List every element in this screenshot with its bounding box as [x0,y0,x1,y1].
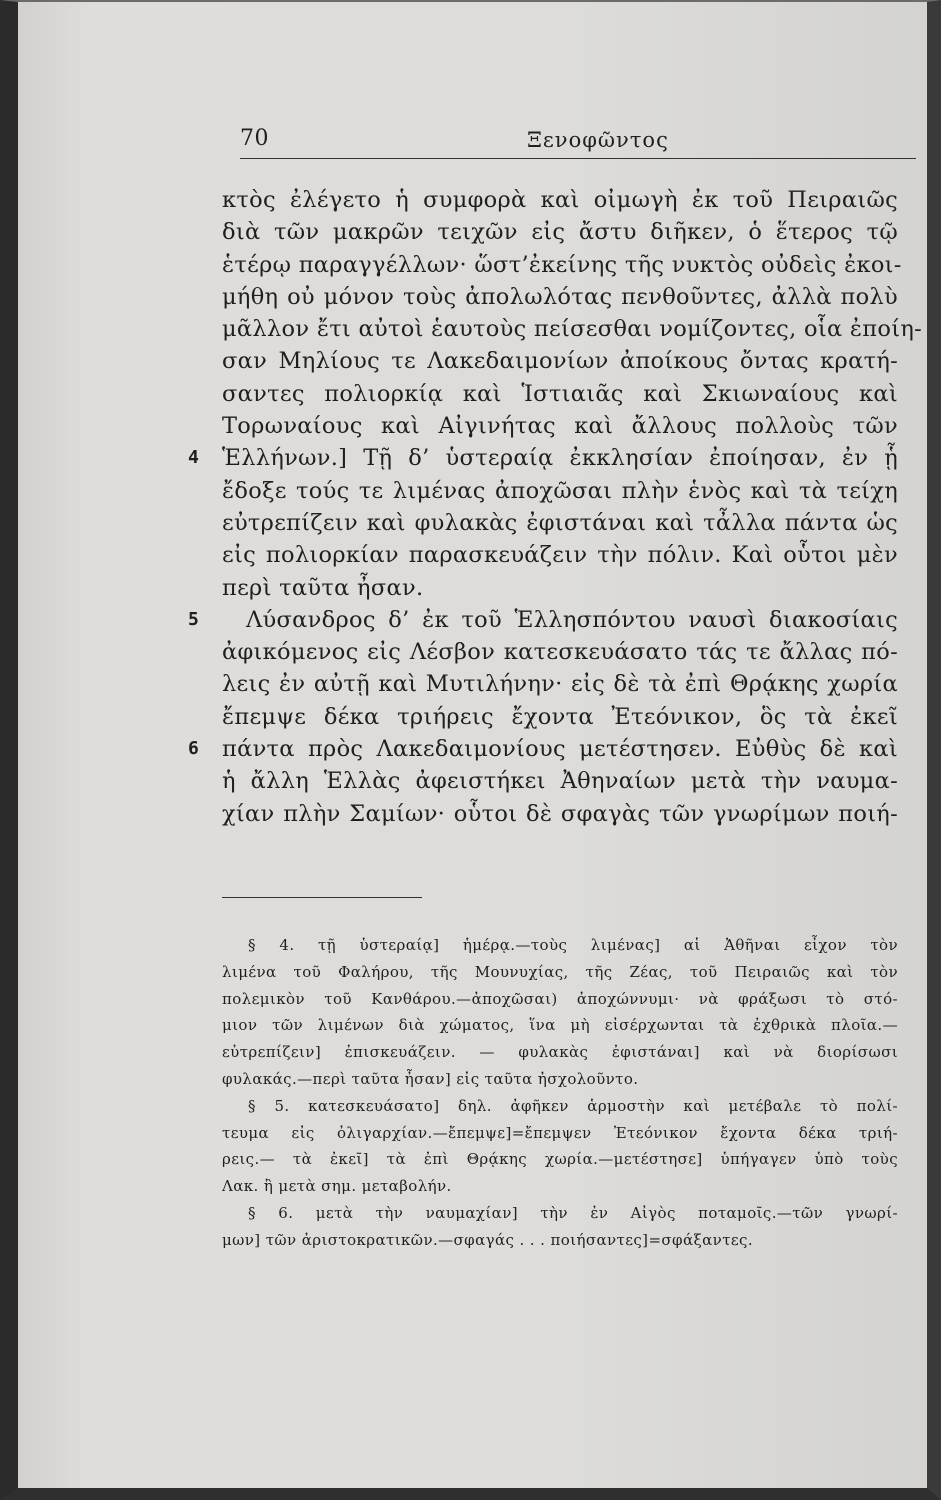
line-text: μήθη οὐ μόνον τοὺς ἀπολωλότας πενθοῦντες, ἀλλὰ πολὺ [222,283,898,310]
line-text: κτὸς ἐλέγετο ἡ συμφορὰ καὶ οἰμωγὴ ἐκ τοῦ Πειραιῶς [222,187,898,213]
page-number: 70 [240,126,269,151]
text-line [222,281,898,313]
line-text: μᾶλλον ἔτι αὐτοὶ ἑαυτοὺς πείσεσθαι νομίζοντες, οἷα ἐποίη- [222,316,922,343]
text-line [222,636,898,668]
line-text: σαντες πολιορκίᾳ καὶ Ἱστιαιᾶς καὶ Σκιωναίους καὶ [222,380,898,407]
text-line [222,249,902,281]
footnote-line: § 6. μετὰ τὴν ναυμαχίαν] τὴν ἐν Αἰγὸς ποταμοῖς.—τῶν γνωρί- [248,1203,898,1222]
section-number: 6 [188,738,200,760]
line-text: εἰς πολιορκίαν παρασκευάζειν τὴν πόλιν. Καὶ οὗτοι μὲν [222,542,898,569]
footnote-line: § 4. τῇ ὑστεραίᾳ] ἡμέρᾳ.—τοὺς λιμένας] αἱ Ἀθῆναι εἶχον τὸν [248,936,898,954]
text-line [222,765,898,797]
footnote-line: ρεις.— τὰ ἐκεῖ] τὰ ἐπὶ Θρᾴκης χωρία.—μετέστησε] ὑπήγαγεν ὑπὸ τοὺς [222,1150,898,1169]
text-line [222,798,898,830]
text-line [222,701,898,733]
text-line [222,345,898,377]
text-line [222,475,898,507]
running-head: Ξενοφῶντος [527,128,669,152]
footnote-line: πολεμικὸν τοῦ Κανθάρου.—ἀποχῶσαι) ἀποχώννυμι· νὰ φράξωσι τὸ στό- [222,989,898,1008]
footnote-line: εὐτρεπίζειν] ἐπισκευάζειν. — φυλακὰς ἐφιστάναι] καὶ νὰ διορίσωσι [222,1043,898,1062]
text-line [222,668,898,700]
text-line [222,184,898,216]
footnote-line: § 5. κατεσκευάσατο] δηλ. ἀφῆκεν ἁρμοστὴν καὶ μετέβαλε τὸ πολί- [248,1096,898,1115]
line-text: περὶ ταῦτα ἦσαν. [222,574,424,601]
text-line [222,507,898,539]
line-text: Λύσανδρος δ’ ἐκ τοῦ Ἑλλησπόντου ναυσὶ διακοσίαις [246,606,898,633]
line-text: Ἑλλήνων.] Τῇ δ’ ὑστεραίᾳ ἐκκλησίαν ἐποίησαν, ἐν ᾗ [222,445,898,472]
line-text: ἀφικόμενος εἰς Λέσβον κατεσκευάσατο τάς τε ἄλλας πό- [222,639,898,666]
text-line [222,378,898,410]
line-text: ἡ ἄλλη Ἑλλὰς ἀφειστήκει Ἀθηναίων μετὰ τὴν ναυμα- [222,768,898,795]
footnote-line: μων] τῶν ἀριστοκρατικῶν.—σφαγάς . . . ποιήσαντες]=σφάξαντες. [222,1230,754,1249]
main-text [188,184,922,830]
text-line [188,442,898,474]
line-text: εὐτρεπίζειν καὶ φυλακὰς ἐφιστάναι καὶ τἆλλα πάντα ὡς [222,509,898,536]
section-number: 5 [188,608,200,630]
text-line [188,604,898,636]
line-text: ἔδοξε τούς τε λιμένας ἀποχῶσαι πλὴν ἑνὸς καὶ τὰ τείχη [222,477,898,504]
line-text: σαν Μηλίους τε Λακεδαιμονίων ἀποίκους ὄντας κρατή- [222,348,898,375]
footnote-line: μιον τῶν λιμένων διὰ χώματος, ἵνα μὴ εἰσέρχωνται τὰ ἐχθρικὰ πλοῖα.— [222,1016,898,1035]
section-number: 4 [188,447,200,469]
footnote-line: λιμένα τοῦ Φαλήρου, τῆς Μουνυχίας, τῆς Ζέας, τοῦ Πειραιῶς καὶ τὸν [222,962,898,981]
footnote-line: φυλακάς.—περὶ ταῦτα ἦσαν] εἰς ταῦτα ἠσχολοῦντο. [222,1069,639,1088]
line-text: πάντα πρὸς Λακεδαιμονίους μετέστησεν. Εὐθὺς δὲ καὶ [222,736,898,763]
line-text: ἑτέρῳ παραγγέλλων· ὥστ’ἐκείνης τῆς νυκτὸς οὐδεὶς ἐκοι- [222,251,902,278]
text-line [222,313,922,345]
text-line [222,410,898,442]
footnote-divider [222,897,422,898]
line-text: διὰ τῶν μακρῶν τειχῶν εἰς ἄστυ διῆκεν, ὁ ἕτερος τῷ [222,219,898,246]
line-text: ἔπεμψε δέκα τριήρεις ἔχοντα Ἐτεόνικον, ὃς τὰ ἐκεῖ [222,703,898,730]
footnote-line: Λακ. ἢ μετὰ σημ. μεταβολήν. [222,1177,452,1196]
footnotes [222,932,898,1254]
text-line [222,539,898,571]
page-header [240,124,916,159]
line-text: λεις ἐν αὐτῇ καὶ Μυτιλήνην· εἰς δὲ τὰ ἐπὶ Θρᾴκης χωρία [222,671,898,698]
text-line [188,733,898,765]
line-text: χίαν πλὴν Σαμίων· οὗτοι δὲ σφαγὰς τῶν γνωρίμων ποιή- [222,800,898,827]
line-text: Τορωναίους καὶ Αἰγινήτας καὶ ἄλλους πολλοὺς τῶν [222,413,898,440]
text-line [222,216,898,248]
text-line [222,572,898,604]
footnote-line: τευμα εἰς ὀλιγαρχίαν.—ἔπεμψε]=ἔπεμψεν Ἐτεόνικον ἔχοντα δέκα τριή- [222,1123,898,1142]
